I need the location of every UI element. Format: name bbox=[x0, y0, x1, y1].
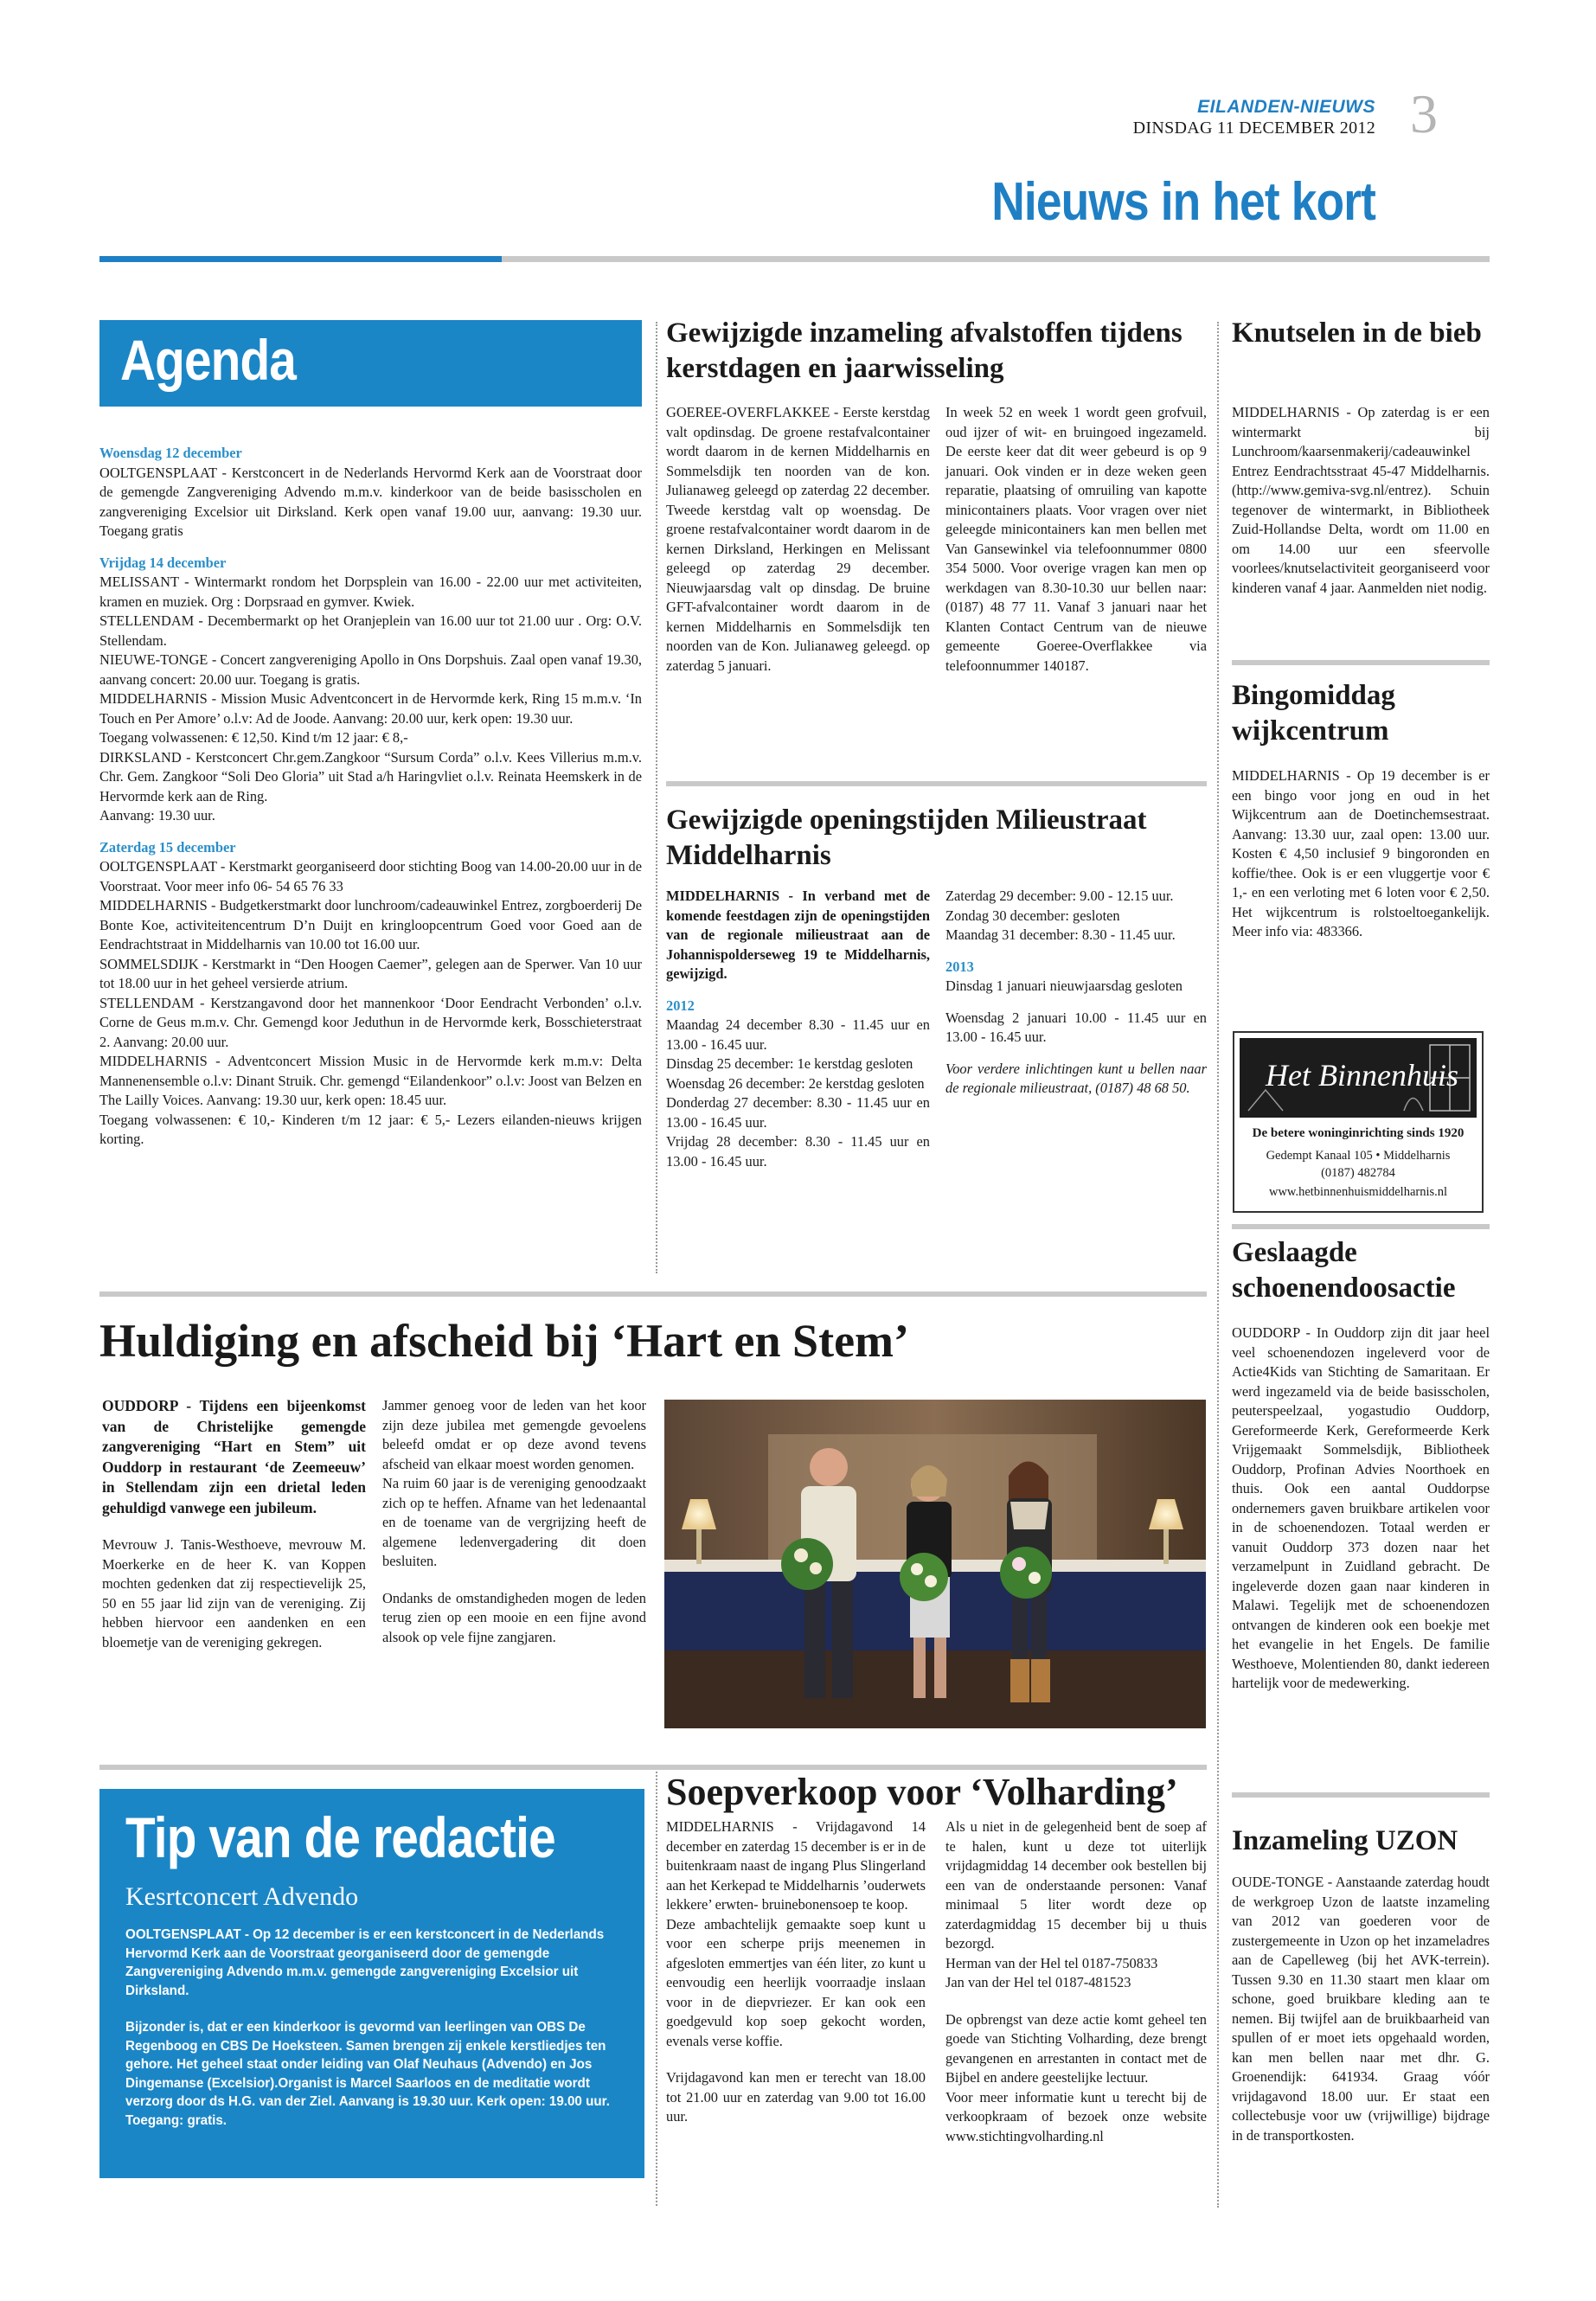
agenda-day-label: Zaterdag 15 december bbox=[99, 838, 236, 856]
binnenhuis-logo-text: Het Binnenhuis bbox=[1266, 1058, 1458, 1093]
ad-tagline: De betere woninginrichting sinds 1920 bbox=[1252, 1126, 1465, 1140]
column-divider bbox=[656, 322, 657, 1273]
huldiging-paragraph: Jammer genoeg voor de leden van het koor zijn deze jubilea met gemengde gevoelens beleefd omdat er op deze avond tevens afscheid van elkaar moest worden genomen. bbox=[382, 1397, 646, 1472]
milieustraat-col1 bbox=[666, 887, 930, 1171]
agenda-title: Agenda bbox=[120, 328, 296, 392]
uzon-headline: Inzameling UZON bbox=[1232, 1825, 1458, 1856]
section-rule bbox=[666, 781, 1207, 786]
column-divider bbox=[656, 1765, 657, 2206]
opening-time: Dinsdag 1 januari nieuwjaarsdag gesloten bbox=[945, 977, 1183, 994]
knutselen-body: MIDDELHARNIS - Op zaterdag is er een wintermarkt bij Lunchroom/kaarsenmakerij/cadeauwinkel Entrez Eendrachtsstraat 45-47 Middelharnis. (http://www.gemiva-svg.nl/entrez). Schuin tegenover de wintermarkt, in Bibliotheek Zuid-Hollandse Delta, wordt om 11.00 en om 14.00 uur een sfeervolle voorlees/knutselactiviteit georganiseerd voor kinderen vanaf 4 jaar. Aanmelden niet nodig. bbox=[1232, 404, 1490, 596]
agenda-item: Toegang volwassenen: € 12,50. Kind t/m 12 jaar: € 8,- bbox=[99, 729, 408, 746]
page-number: 3 bbox=[1410, 83, 1438, 144]
ad-address: Gedempt Kanaal 105 • Middelharnis bbox=[1266, 1149, 1451, 1163]
agenda-item: OOLTGENSPLAAT - Kerstmarkt georganiseerd door stichting Boog van 14.00-20.00 uur in de Voorstraat. Voor meer info 06- 54 65 76 33 bbox=[99, 858, 642, 894]
soep-contact: Herman van der Hel tel 0187-750833 bbox=[945, 1954, 1158, 1971]
header-rule-gray bbox=[502, 256, 1490, 262]
year-label: 2012 bbox=[666, 997, 695, 1014]
opening-time: Donderdag 27 december: 8.30 - 11.45 uur en 13.00 - 16.45 uur. bbox=[666, 1094, 930, 1131]
huldiging-paragraph: Na ruim 60 jaar is de vereniging genoodzaakt zich op te heffen. Afname van het ledenaantal en de toename van de vergrijzing heeft de algemene ledenvergadering dit doen besluiten. bbox=[382, 1475, 646, 1569]
agenda-item: NIEUWE-TONGE - Concert zangvereniging Apollo in Ons Dorpshuis. Zaal open vanaf 19.30, aanvang concert: 20.00 uur. Toegang is gratis. bbox=[99, 651, 642, 688]
opening-time: Woensdag 26 december: 2e kerstdag gesloten bbox=[666, 1074, 925, 1092]
soep-paragraph: Deze ambachtelijk gemaakte soep kunt u voor een scherpe prijs meenemen in afgesloten emmertjes van één liter, zo kunt u eenvoudig een heerlijk voorraadje inslaan voor in de diepvriezer. Er kan ook een goedgevuld kop soep gekocht worden, evenals verse koffie. bbox=[666, 1915, 926, 2049]
opening-time: Maandag 24 december 8.30 - 11.45 uur en 13.00 - 16.45 uur. bbox=[666, 1016, 930, 1053]
agenda-item: MIDDELHARNIS - Adventconcert Mission Music in de Hervormde kerk m.m.v: Delta Mannenensemble o.l.v: Dinant Struik. Chr. gemengd “Eilandenkoor” o.l.v: Joost van Belzen en The Lailly Voices. Aanvang: 19.30 uur, kerk open: 18.45 uur. bbox=[99, 1053, 642, 1108]
huldiging-lead: OUDDORP - Tijdens een bijeenkomst van de Christelijke gemengde zangvereniging “Hart en Stem” uit Ouddorp in restaurant ‘de Zeemeeuw’ in Stellendam zijn een drietal leden gehuldigd vanwege een jubileum. bbox=[102, 1397, 366, 1516]
section-rule bbox=[1232, 660, 1490, 665]
huldiging-photo bbox=[664, 1400, 1206, 1728]
agenda-item: SOMMELSDIJK - Kerstmarkt in “Den Hoogen Caemer”, gelegen aan de Sperwer. Van 10 uur tot 18.00 uur in het geheel versierde atrium. bbox=[99, 955, 642, 991]
huldiging-col2 bbox=[382, 1396, 646, 1647]
opening-time: Vrijdag 28 december: 8.30 - 11.45 uur en 13.00 - 16.45 uur. bbox=[666, 1133, 930, 1170]
soep-paragraph: MIDDELHARNIS - Vrijdagavond 14 december en zaterdag 15 december is er in de buitenkraam naast de ingang Plus Slingerland aan het Kerkepad te Middelharnis ’ouderwets lekkere’ erwten- bruinebonensoep te koop. bbox=[666, 1818, 926, 1913]
bingo-body: MIDDELHARNIS - Op 19 december is er een bingo voor jong en oud in het Wijkcentrum aan de Doetinchemsestraat. Aanvang: 13.30 uur, zaal open: 13.00 uur. Kosten € 4,50 inclusief 9 bingoronden en koffie/thee. Ook is er een vluggertje voor € 1,- en een verloting met 6 loten voor € 2,50. Het wijkcentrum is rolstoeltoegankelijk. Meer info via: 483366. bbox=[1232, 767, 1490, 939]
tip-subtitle: Kesrtconcert Advendo bbox=[125, 1882, 359, 1911]
agenda-day-label: Woensdag 12 december bbox=[99, 445, 242, 461]
schoenendoos-headline: Geslaagde schoenendoosactie bbox=[1232, 1237, 1456, 1304]
opening-time: Maandag 31 december: 8.30 - 11.45 uur. bbox=[945, 926, 1176, 943]
opening-time: Zaterdag 29 december: 9.00 - 12.15 uur. bbox=[945, 888, 1174, 904]
milieustraat-headline: Gewijzigde openingstijden Milieustraat Middelharnis bbox=[666, 804, 1147, 871]
ad-phone: (0187) 482784 bbox=[1321, 1166, 1395, 1180]
year-label: 2013 bbox=[945, 958, 974, 975]
section-title: Nieuws in het kort bbox=[991, 172, 1375, 232]
issue-date: DINSDAG 11 DECEMBER 2012 bbox=[1132, 119, 1375, 138]
agenda-item: STELLENDAM - Decembermarkt op het Oranjeplein van 16.00 uur tot 21.00 uur . Org: O.V. Stellendam. bbox=[99, 612, 642, 649]
milieustraat-footnote: Voor verdere inlichtingen kunt u bellen naar de regionale milieustraat, (0187) 48 68 50. bbox=[945, 1060, 1207, 1096]
huldiging-headline: Huldiging en afscheid bij ‘Hart en Stem’ bbox=[99, 1315, 910, 1367]
agenda-item: Aanvang: 19.30 uur. bbox=[99, 807, 215, 824]
huldiging-col1 bbox=[102, 1396, 366, 1652]
column-divider bbox=[1217, 322, 1219, 2208]
huldiging-paragraph: Ondanks de omstandigheden mogen de leden terug zien op een mooie en een fijne avond alsook op vele fijne zangjaren. bbox=[382, 1589, 646, 1645]
tip-paragraph: Bijzonder is, dat er een kinderkoor is gevormd van leerlingen van OBS De Regenboog en CBS De Hoeksteen. Samen brengen zij enkele kerstliedjes ten gehore. Het geheel staat onder leiding van Olaf Neuhaus (Advendo) en Jos Dingemanse (Excelsior).Organist is Marcel Saarloos en de meditatie wordt verzorg door ds H.G. van der Ziel. Aanvang is 19.30 uur. Kerk open: 19.00 uur. Toegang: gratis. bbox=[125, 2020, 610, 2128]
binnenhuis-ad[interactable] bbox=[1233, 1031, 1484, 1213]
agenda-item: MIDDELHARNIS - Budgetkerstmarkt door lunchroom/cadeauwinkel Entrez, zorgboerderij De Bonte Koe, activiteitencentrum D’n Duijt en kringloopcentrum Goed voor Goed aan de Eendrachtstraat in Middelharnis van 10.00 tot 16.00 uur. bbox=[99, 897, 642, 952]
soep-paragraph: Als u niet in de gelegenheid bent de soep af te halen, kunt u deze tot uiterlijk vrijdagmiddag 14 december ook bestellen bij een van de onderstaande personen: Vanaf minimaal 5 liter wordt deze op zaterdagmiddag 15 december bij u thuis bezorgd. bbox=[945, 1818, 1207, 1952]
tip-box bbox=[99, 1789, 644, 2178]
agenda-day-label: Vrijdag 14 december bbox=[99, 554, 227, 571]
milieustraat-col2 bbox=[945, 887, 1207, 1099]
photo-illustration bbox=[664, 1400, 1206, 1728]
ad-website-link[interactable]: www.hetbinnenhuismiddelharnis.nl bbox=[1268, 1185, 1448, 1199]
schoenendoos-body: OUDDORP - In Ouddorp zijn dit jaar heel veel schoenendozen ingeleverd voor de Actie4Kids van Stichting de Samaritaan. Er werd ingezameld via de beide basisscholen, peuterspeelzaal, yogastudio Ouddorp, Gereformeerde Kerk, Gereformeerde Kerk Vrijgemaakt Sommelsdijk, Bibliotheek Ouddorp, Profinan Advies Noorthoek en thuis. Ook een aantal Ouddorpse ondernemers gaven bruikbare artikelen voor in de schoenendozen. Totaal werden er vanuit Ouddorp 373 dozen naar het verzamelpunt in Zuidland gebracht. De ingeleverde dozen gaan naar kinderen in Malawi. Tegelijk met de schoenendozen ontvangen de kinderen ook een boekje met het evangelie in het Engels. De familie Westhoeve, Molentienden 80, dankt iedereen hartelijk voor de medewerking. bbox=[1232, 1324, 1490, 1691]
soep-paragraph: De opbrengst van deze actie komt geheel ten goede van Stichting Volharding, deze brengt gevangenen en arrestanten in contact met de Bijbel en andere geestelijke lectuur. bbox=[945, 2010, 1207, 2086]
agenda-banner bbox=[99, 320, 642, 407]
agenda-item: DIRKSLAND - Kerstconcert Chr.gem.Zangkoor “Sursum Corda” o.l.v. Kees Villerius m.m.v. Chr. Gem. Zangkoor “Soli Deo Gloria” uit Stad a/h Haringvliet o.l.v. Reinata Heemskerk in de Hervormde kerk aan de Ring. bbox=[99, 748, 642, 804]
knutselen-headline: Knutselen in de bieb bbox=[1232, 317, 1482, 349]
tip-body bbox=[125, 1926, 611, 2130]
agenda-item: OOLTGENSPLAAT - Kerstconcert in de Nederlands Hervormd Kerk aan de Voorstraat door de gemengde Zangvereniging Advendo m.m.v. kinderkoor van de beide basisscholen en zangvereniging Excelsior uit Dirksland. Kerk open vanaf 19.00 uur, aanvang: 19.30 uur. Toegang gratis bbox=[99, 464, 642, 539]
header-rule-blue bbox=[99, 256, 502, 262]
opening-time: Woensdag 2 januari 10.00 - 11.45 uur en 13.00 - 16.45 uur. bbox=[945, 1009, 1207, 1045]
soep-headline: Soepverkoop voor ‘Volharding’ bbox=[666, 1771, 1178, 1813]
agenda-item: Toegang volwassenen: € 10,- Kinderen t/m 12 jaar: € 5,- Lezers eilanden-nieuws krijgen korting. bbox=[99, 1111, 642, 1147]
soep-col1 bbox=[666, 1817, 926, 2127]
tip-title: Tip van de redactie bbox=[125, 1805, 555, 1869]
soep-paragraph: Vrijdagavond kan men er terecht van 18.00 tot 21.00 uur en zaterdag van 9.00 tot 16.00 uur. bbox=[666, 2069, 926, 2125]
agenda-item: MELISSANT - Wintermarkt rondom het Dorpsplein van 16.00 - 22.00 uur met activiteiten, kramen en muziek. Org : Dorpsraad en gymver. Kwiek. bbox=[99, 574, 642, 610]
soep-col2 bbox=[945, 1817, 1207, 2146]
soep-paragraph: Voor meer informatie kunt u terecht bij de verkoopkraam of bezoek onze website www.stichtingvolharding.nl bbox=[945, 2088, 1207, 2144]
agenda-item: STELLENDAM - Kerstzangavond door het mannenkoor ‘Door Eendracht Verbonden’ o.l.v. Corne de Geus m.m.v. Chr. Gemengd koor Jeduthun in de Hervormde kerk, Bosschieterstraat 2. Aanvang: 20.00 uur. bbox=[99, 994, 642, 1050]
bingo-headline: Bingomiddag wijkcentrum bbox=[1232, 680, 1395, 747]
tip-paragraph: OOLTGENSPLAAT - Op 12 december is er een kerstconcert in de Nederlands Hervormd Kerk aan de Voorstraat georganiseerd door de gemengde Zangvereniging Advendo m.m.v. gemengde zangvereniging Excelsior uit Dirksland. bbox=[125, 1927, 605, 1998]
agenda-list bbox=[99, 444, 642, 1150]
milieustraat-lead: MIDDELHARNIS - In verband met de komende feestdagen zijn de openingstijden van de regionale milieustraat aan de Johannispolderseweg 19 te Middelharnis, gewijzigd. bbox=[666, 888, 930, 982]
binnenhuis-logo bbox=[1240, 1038, 1477, 1118]
section-rule bbox=[99, 1292, 1207, 1297]
afval-col1: GOEREE-OVERFLAKKEE - Eerste kerstdag valt opdinsdag. De groene restafvalcontainer wordt daarom in de kernen Middelharnis en Sommelsdijk ten noorden van de kon. Julianaweg geleegd op zaterdag 22 december. Tweede kerstdag valt op woensdag. De groene restafvalcontainer wordt daarom in de kernen Dirksland, Herkingen en Melissant geleegd op zaterdag 29 december. Nieuwjaarsdag valt op dinsdag. De bruine GFT-afvalcontainer wordt daarom in de kernen Middelharnis en Sommelsdijk ten noorden van de Kon. Julianaweg geleegd. op zaterdag 5 januari. bbox=[666, 404, 930, 674]
section-rule bbox=[1232, 1224, 1490, 1229]
section-rule bbox=[1232, 1792, 1490, 1798]
brand-logo: EILANDEN-NIEUWS bbox=[1197, 97, 1375, 117]
opening-time: Zondag 30 december: gesloten bbox=[945, 907, 1120, 924]
opening-time: Dinsdag 25 december: 1e kerstdag gesloten bbox=[666, 1055, 913, 1072]
huldiging-paragraph: Mevrouw J. Tanis-Westhoeve, mevrouw M. Moerkerke en de heer K. van Koppen mochten gedenken dat zij respectievelijk 25, 50 en 55 jaar lid zijn van de vereniging. Zij hebben hiervoor een aandenken en een bloemetje van de vereniging gekregen. bbox=[102, 1536, 366, 1650]
afval-col2: In week 52 en week 1 wordt geen grofvuil, oud ijzer of wit- en bruingoed ingezameld. De eerste keer dat dit weer gebeurd is op 9 januari. Ook vinden er in deze weken geen reparatie, plaatsing of omruiling van kapotte minicontainers plaats. Voor vragen over niet geleegde minicontainers kan men bellen met Van Gansewinkel via telefoonnummer 0800 354 5000. Voor overige vragen kan men op werkdagen van 8.30-10.30 uur bellen naar: (0187) 48 77 11. Vanaf 3 januari naar het Klanten Contact Centrum van de nieuwe gemeente Goeree-Overflakkee via telefoonnummer 140187. bbox=[945, 404, 1207, 674]
soep-contact: Jan van der Hel tel 0187-481523 bbox=[945, 1974, 1131, 1990]
agenda-item: MIDDELHARNIS - Mission Music Adventconcert in de Hervormde kerk, Ring 15 m.m.v. ‘In Touch en Per Amore’ o.l.v: Ad de Joode. Aanvang: 20.00 uur, kerk open: 19.30 uur. bbox=[99, 690, 642, 727]
uzon-body: OUDE-TONGE - Aanstaande zaterdag houdt de werkgroep Uzon de laatste inzameling van 2012 van goederen voor de zustergemeente in Uzon op het inzameladres aan de Capelleweg (bij het AVK-terrein). Tussen 9.30 en 11.30 staart men klaar om schone, goed bruikbare kleding aan te nemen. Bij twijfel aan de bruikbaarheid van spullen of er moet iets opgehaald worden, kan men bellen naar met dhr. G. Groenendijk: 641934. Graag vóór vrijdagavond 18.00 uur. Er staat een collectebusje voor uw (vrijwillige) bijdrage in de transportkosten. bbox=[1232, 1874, 1490, 2144]
afval-headline: Gewijzigde inzameling afvalstoffen tijdens kerstdagen en jaarwisseling bbox=[666, 317, 1183, 384]
